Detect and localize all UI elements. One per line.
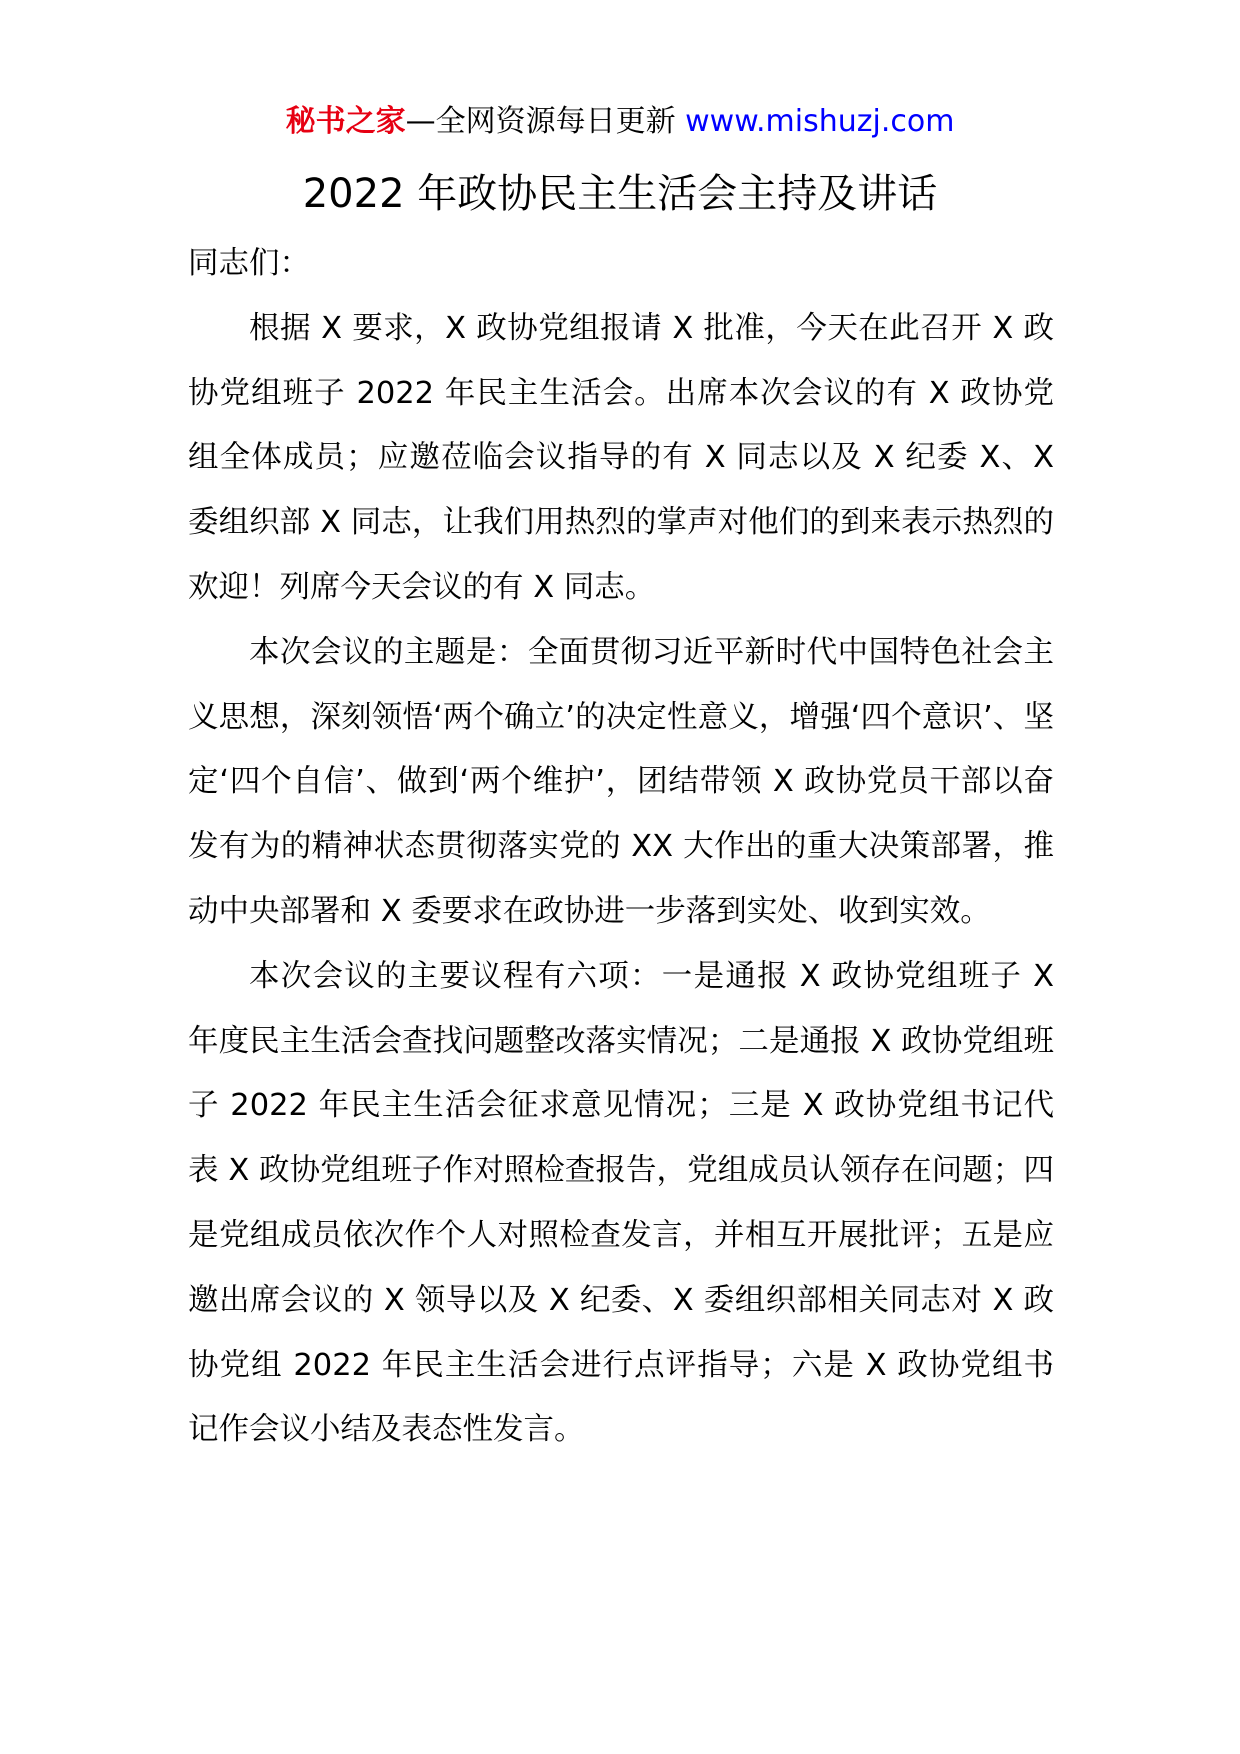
paragraph: 本次会议的主要议程有六项：一是通报 X 政协党组班子 X 年度民主生活会查找问题整改落实情况；二是通报 X 政协党组班子 2022 年民主生活会征求意见情况；三是 X 政协党组书记代表 X 政协党组班子作对照检查报告，党组成员认领存在问题；四是党组成员依次作个人对照检查发言，并相互开展批评；五是应邀出席会议的 X 领导以及 X 纪委、X 委组织部相关同志对 X 政协党组 2022 年民主生活会进行点评指导；六是 X 政协党组书记作会议小结及表态性发言。 <box>188 958 1054 1448</box>
paragraph: 根据 X 要求，X 政协党组报请 X 批准，今天在此召开 X 政协党组班子 2022 年民主生活会。出席本次会议的有 X 政协党组全体成员；应邀莅临会议指导的有 X 同志以及 X 纪委 X、X 委组织部 X 同志，让我们用热烈的掌声对他们的到来表示热烈的欢迎！列席今天会议的有 X 同志。 <box>188 310 1054 605</box>
document-title: 2022 年政协民主生活会主持及讲话 <box>302 171 938 217</box>
brand-name: 秘书之家 <box>285 104 406 139</box>
header-tagline: —全网资源每日更新 <box>405 104 686 139</box>
site-header <box>0 100 1240 144</box>
salutation: 同志们： <box>188 246 310 281</box>
paragraph: 本次会议的主题是：全面贯彻习近平新时代中国特色社会主义思想，深刻领悟‘两个确立’的决定性意义，增强‘四个意识’、坚定‘四个自信’、做到‘两个维护’，团结带领 X 政协党员干部以奋发有为的精神状态贯彻落实党的 XX 大作出的重大决策部署，推动中央部署和 X 委要求在政协进一步落到实处、收到实效。 <box>188 634 1054 929</box>
document-body <box>188 232 1054 1463</box>
site-url-link[interactable]: www.mishuzj.com <box>685 104 955 139</box>
